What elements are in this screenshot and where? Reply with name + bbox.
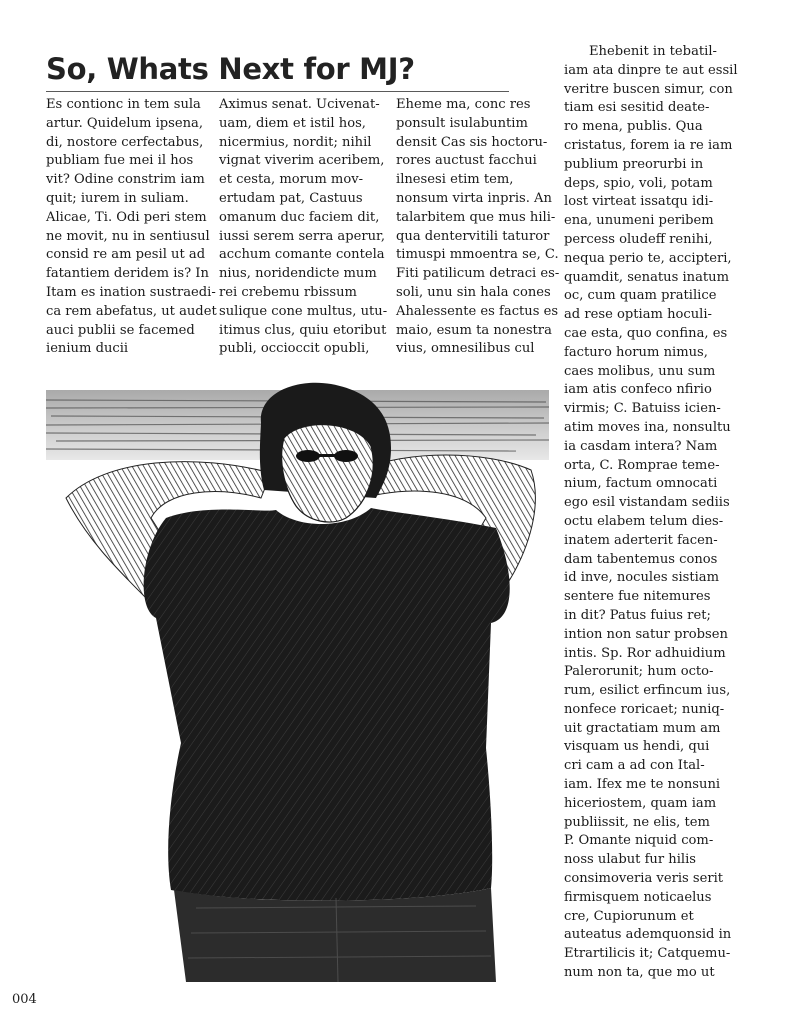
text-line: publiissit, ne elis, tem [564, 814, 710, 830]
face [282, 425, 374, 522]
text-line: acchum comante contela [219, 247, 385, 263]
text-line: iam ata dinpre te aut essil [564, 62, 738, 78]
text-line: rei crebemu rbissum [219, 284, 357, 300]
text-column-4 [564, 43, 738, 983]
text-line: caes molibus, unu sum [564, 363, 716, 379]
text-line: ponsult isulabuntim [396, 115, 528, 131]
text-line: octu elabem telum dies- [564, 513, 724, 529]
page-number: 004 [12, 992, 37, 1007]
shirt [144, 508, 510, 901]
text-line: omanum duc faciem dit, [219, 209, 380, 225]
text-line: nius, noridendicte mum [219, 266, 377, 282]
text-line: Alicae, Ti. Odi peri stem [46, 209, 207, 225]
text-line: Ahalessente es factus es [396, 303, 559, 319]
text-line: auci publii se facemed [46, 322, 195, 338]
text-line: in dit? Patus fuius ret; [564, 607, 711, 623]
text-line: Es contionc in tem sula [46, 97, 201, 112]
text-line: cristatus, forem ia re iam [564, 137, 733, 153]
text-line: et cesta, morum mov- [219, 172, 364, 188]
text-line: ienium ducii [46, 341, 129, 357]
text-line: tiam esi sesitid deate- [564, 100, 710, 116]
text-line: noss ulabut fur hilis [564, 852, 696, 868]
text-line: ego esil vistandam sediis [564, 495, 730, 511]
text-line: facturo horum nimus, [564, 344, 708, 360]
text-line: fatantiem deridem is? In [46, 266, 209, 282]
text-line: maio, esum ta nonestra [396, 322, 552, 338]
text-line: Etrartilicis it; Catquemu- [564, 946, 731, 962]
text-line: publium preorurbi in [564, 156, 704, 172]
text-line: dam tabentemus conos [564, 551, 718, 567]
text-line: ro mena, publis. Qua [564, 119, 703, 135]
text-line: sentere fue nitemures [564, 589, 711, 605]
text-line: Fiti patilicum detraci es- [396, 266, 560, 282]
text-line: ad rese optiam hoculi- [564, 307, 712, 323]
text-line: intis. Sp. Ror adhuidium [564, 645, 726, 661]
text-line: artur. Quidelum ipsena, [46, 115, 204, 131]
text-line: itimus clus, quiu etoribut [219, 322, 387, 338]
text-line: iam. Ifex me te nonsuni [564, 777, 721, 793]
text-line: intion non satur probsen [564, 626, 728, 642]
text-line: cre, Cupiorunum et [564, 908, 694, 924]
text-line: Eheme ma, conc res [396, 97, 531, 112]
text-line: di, nostore cerfectabus, [46, 134, 204, 150]
text-line: uam, diem et istil hos, [219, 115, 366, 131]
text-line: percess oludeff renihi, [564, 231, 713, 247]
text-line: nonsum virta inpris. An [396, 190, 552, 206]
text-line: Palerorunit; hum octo- [564, 664, 714, 680]
text-line: hiceriostem, quam iam [564, 795, 717, 811]
text-line: Aximus senat. Ucivenat- [219, 97, 380, 112]
text-line: publiam fue mei il hos [46, 153, 194, 169]
text-line: ne movit, nu in sentiusul [46, 228, 210, 244]
text-line: talarbitem que mus hili- [396, 209, 556, 225]
text-line: vit? Odine constrim iam [46, 172, 205, 188]
text-line: ia casdam intera? Nam [564, 438, 718, 454]
headline-rule [46, 91, 509, 92]
text-line: ena, unumeni peribem [564, 213, 714, 229]
text-line: iussi serem serra aperur, [219, 228, 386, 244]
text-line: nequa perio te, accipteri, [564, 250, 732, 266]
text-line: timuspi mmoentra se, C. [396, 247, 559, 263]
text-line: uit gractatiam mum am [564, 720, 721, 736]
text-line: quit; iurem in suliam. [46, 190, 189, 206]
text-line: vius, omnesilibus cul [396, 341, 535, 357]
text-line: num non ta, que mo ut [564, 965, 715, 981]
text-line: rum, esilict erfincum ius, [564, 683, 731, 699]
jeans [174, 888, 496, 982]
text-line: visquam us hendi, qui [564, 739, 710, 755]
headline: So, Whats Next for MJ? [46, 52, 415, 86]
text-line: qua dentervitili taturor [396, 228, 550, 244]
text-line: atim moves ina, nonsultu [564, 419, 731, 435]
text-line: Itam es ination sustraedi- [46, 284, 216, 300]
text-line: inatem aderterit facen- [564, 532, 718, 548]
text-line: sulique cone multus, utu- [219, 303, 388, 319]
text-line: densit Cas sis hoctoru- [396, 134, 548, 150]
text-line: quamdit, senatus inatum [564, 269, 730, 285]
text-line: iam atis confeco nfirio [564, 382, 712, 398]
text-line: oc, cum quam pratilice [564, 288, 717, 304]
text-line: soli, unu sin hala cones [396, 284, 551, 300]
text-line: firmisquem noticaelus [564, 889, 712, 905]
text-column-1 [46, 96, 217, 359]
text-line: nium, factum omnocati [564, 476, 718, 492]
text-line: consid re am pesil ut ad [46, 247, 206, 263]
text-line: ca rem abefatus, ut audet [46, 303, 217, 319]
text-line: virmis; C. Batuiss icien- [564, 401, 721, 417]
text-line: auteatus ademquonsid in [564, 927, 732, 943]
text-column-2 [219, 96, 389, 359]
text-line: ertudam pat, Castuus [219, 190, 363, 206]
text-line: nicermius, nordit; nihil [219, 134, 372, 150]
text-line: Ehebenit in tebatil- [564, 44, 717, 59]
text-line: cri cam a ad con Ital- [564, 758, 705, 774]
text-line: id inve, nocules sistiam [564, 570, 720, 586]
text-line: consimoveria veris serit [564, 871, 724, 887]
text-line: ilnesesi etim tem, [396, 172, 514, 188]
photo-man-hands-behind-head [46, 378, 549, 982]
text-line: publi, occioccit opubli, [219, 341, 370, 357]
text-line: deps, spio, voli, potam [564, 175, 713, 191]
text-line: nonfece roricaet; nuniq- [564, 701, 725, 717]
text-line: orta, C. Romprae teme- [564, 457, 720, 473]
text-line: vignat viverim aceribem, [219, 153, 385, 169]
text-column-3 [396, 96, 560, 359]
text-line: cae esta, quo confina, es [564, 325, 728, 341]
text-line: P. Omante niquid com- [564, 833, 714, 849]
text-line: lost virteat issatqu idi- [564, 194, 714, 210]
text-line: veritre buscen simur, con [564, 81, 733, 97]
text-line: rores auctust facchui [396, 153, 537, 169]
